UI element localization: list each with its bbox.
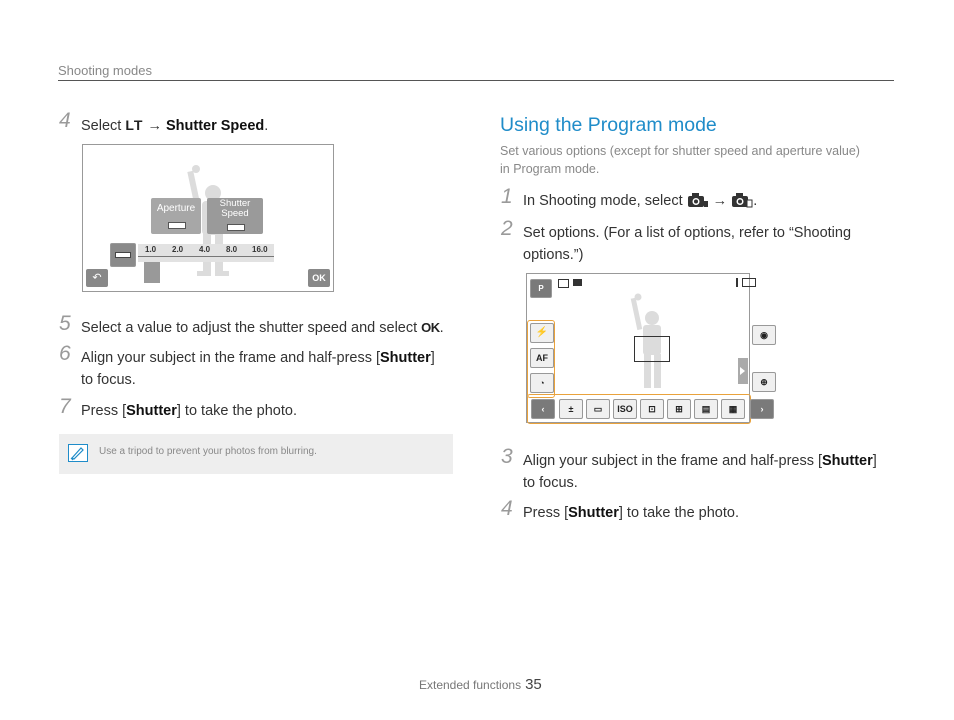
- battery-icon: [742, 278, 756, 287]
- iso-icon[interactable]: ISO: [613, 399, 637, 419]
- step-number: 5: [59, 312, 71, 335]
- step-2-right: 2 Set options. (For a list of options, refer to “Shooting options.”): [501, 217, 852, 263]
- photo-style-icon[interactable]: ▤: [694, 399, 718, 419]
- slider-handle[interactable]: [144, 261, 160, 283]
- step-number: 2: [501, 217, 513, 240]
- long-time-icon: LT: [125, 117, 144, 133]
- timer-icon[interactable]: ◔: [530, 373, 554, 393]
- face-detect-icon[interactable]: ◉: [752, 325, 776, 345]
- aperture-option[interactable]: Aperture: [151, 198, 201, 234]
- focus-frame: [634, 336, 670, 362]
- step-5-left: 5 Select a value to adjust the shutter speed and select OK.: [81, 317, 444, 339]
- step-number: 4: [501, 497, 513, 520]
- step-4-right: 4 Press [Shutter] to take the photo.: [501, 497, 739, 521]
- shutter-value-scale[interactable]: [138, 244, 274, 262]
- shutter-speed-icon: [110, 243, 136, 267]
- white-balance-icon[interactable]: ▭: [586, 399, 610, 419]
- exposure-icon[interactable]: ±: [559, 399, 583, 419]
- flash-icon[interactable]: ⚡: [530, 323, 554, 343]
- page-footer: Extended functions 35: [419, 676, 542, 693]
- value-label: 4.0: [199, 245, 211, 254]
- value-label: 16.0: [252, 245, 268, 254]
- indicator-bar-icon: [736, 278, 738, 287]
- drive-mode-icon[interactable]: ▦: [721, 399, 745, 419]
- menu-expand-tab[interactable]: [738, 358, 748, 384]
- step-number: 3: [501, 445, 513, 468]
- step-6-left: 6 Align your subject in the frame and half-press [Shutter] to focus.: [59, 342, 435, 388]
- quality-icon: [573, 279, 582, 286]
- camera-mode-icon: [687, 192, 709, 208]
- value-label: 2.0: [172, 245, 184, 254]
- af-icon[interactable]: AF: [530, 348, 554, 368]
- image-size-icon: [558, 279, 569, 288]
- note-box: [59, 434, 453, 474]
- section-title: Using the Program mode: [500, 114, 717, 136]
- value-label: 1.0: [145, 245, 157, 254]
- shutter-speed-screen: [82, 144, 334, 292]
- program-mode-icon[interactable]: P: [530, 279, 552, 298]
- step-number: 1: [501, 185, 513, 208]
- back-button[interactable]: ↶: [86, 269, 108, 287]
- step-4-left: 4 Select LT → Shutter Speed.: [59, 109, 269, 134]
- ois-icon[interactable]: ⊕: [752, 372, 776, 392]
- ok-icon: OK: [421, 320, 440, 335]
- step-number: 6: [59, 342, 71, 365]
- step-7-left: 7 Press [Shutter] to take the photo.: [59, 395, 297, 419]
- intro-text: Set various options (except for shutter speed and aperture value) in Program mode.: [500, 144, 860, 176]
- program-mode-screen: [526, 273, 768, 423]
- step-number: 7: [59, 395, 71, 418]
- ok-button[interactable]: OK: [308, 269, 330, 287]
- page-number: 35: [525, 676, 542, 693]
- next-arrow-icon[interactable]: ›: [750, 399, 774, 419]
- program-mode-icon: [731, 192, 753, 208]
- value-label: 8.0: [226, 245, 238, 254]
- shutter-speed-option[interactable]: Shutter Speed: [207, 198, 263, 234]
- header-divider: [58, 80, 894, 81]
- step-1-right: 1 In Shooting mode, select → .: [501, 185, 758, 209]
- note-text: Use a tripod to prevent your photos from blurring.: [99, 446, 317, 457]
- step-number: 4: [59, 109, 71, 132]
- note-icon: [68, 444, 88, 462]
- section-header: Shooting modes: [58, 63, 152, 78]
- step-3-right: 3 Align your subject in the frame and half-press [Shutter] to focus.: [501, 445, 877, 491]
- focus-area-icon[interactable]: ⊞: [667, 399, 691, 419]
- metering-icon[interactable]: ⊡: [640, 399, 664, 419]
- prev-arrow-icon[interactable]: ‹: [531, 399, 555, 419]
